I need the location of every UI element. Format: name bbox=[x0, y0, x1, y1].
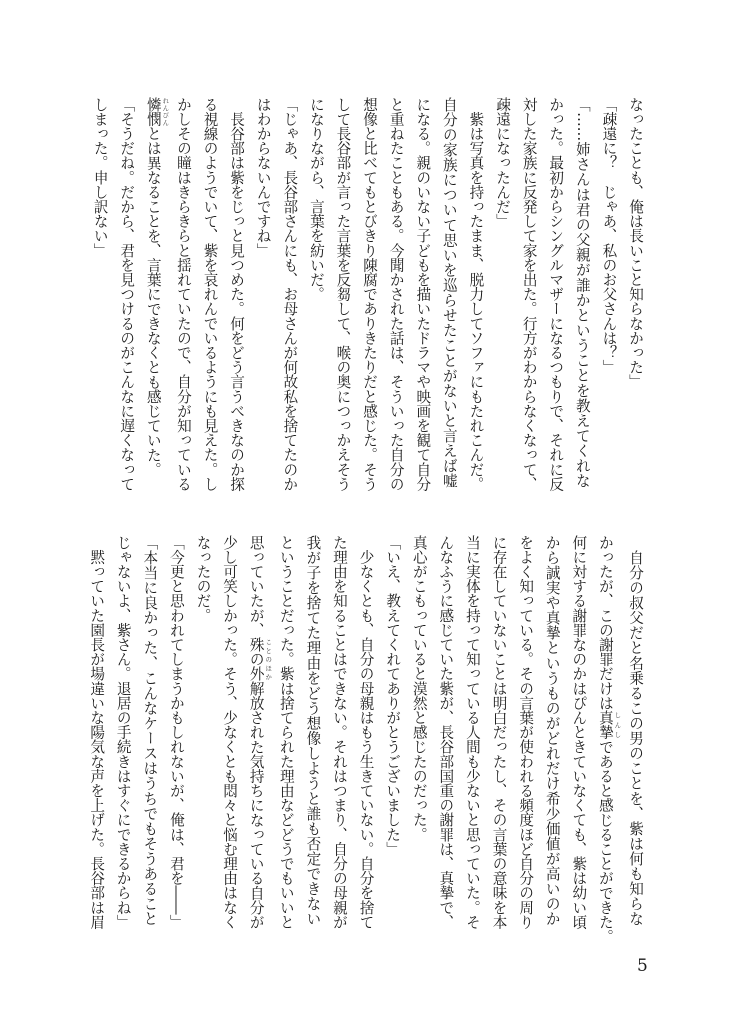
ruby-reading: しんし bbox=[613, 710, 622, 740]
text-line: た理由を知ることはできない。それはつまり、自分の母親が bbox=[330, 535, 348, 930]
text-line: 自分の家族について思いを巡らせたことがないと言えば嘘 bbox=[440, 97, 458, 488]
text-line: 長谷部は紫をじっと見つめた。何をどう言うべきなのか探 bbox=[228, 97, 246, 492]
text-line: 「……姉さんは君の父親が誰かということを教えてくれな bbox=[573, 97, 591, 488]
ruby-annotation: 殊の外 ことのほか bbox=[247, 637, 273, 682]
text-line bbox=[591, 535, 622, 944]
text-segment: 解放された気持ちになっている自分が bbox=[247, 681, 265, 930]
text-line: 真心がこもっていると漠然と感じたのだった。 bbox=[410, 535, 428, 842]
text-line: 当に実体を持って知っている人間も少ないと思っていた。そ bbox=[463, 535, 481, 930]
ruby-reading: れんびん bbox=[161, 97, 170, 127]
text-line: になりながら、言葉を紡いだ。 bbox=[307, 97, 325, 302]
upper-text-block bbox=[86, 97, 648, 492]
text-line: 少し可笑しかった。そう、少なくとも悶々と悩む理由はなく bbox=[221, 535, 239, 930]
text-line: る視線のようでいて、紫を哀れんでいるようにも見えた。し bbox=[201, 97, 219, 492]
page-number: 5 bbox=[637, 956, 648, 976]
text-line: じゃないよ、紫さん。退居の手続きはすぐにできるからね」 bbox=[114, 535, 132, 930]
text-line: をよく知っている。その言葉が使われる頻度ほど自分の周り bbox=[517, 535, 535, 930]
text-line: 「じゃあ、長谷部さんにも、お母さんが何故私を捨てたのか bbox=[281, 97, 299, 492]
ruby-annotation: 憐憫 れんびん bbox=[144, 97, 170, 127]
text-line: 想像と比べてもとびきり陳腐でありきたりだと感じた。そう bbox=[361, 97, 379, 492]
ruby-reading: ことのほか bbox=[264, 637, 273, 682]
text-line: 黙っていた園長が場違いな陽気な声を上げた。長谷部は眉 bbox=[88, 535, 106, 930]
text-line: 「疎遠に？ じゃあ、私のお父さんは？」 bbox=[600, 97, 618, 375]
text-line: ということだった。紫は捨てられた理由などどうでもいいと bbox=[277, 535, 295, 930]
text-line: なったのだ。 bbox=[194, 535, 212, 623]
text-line: かった。最初からシングルマザーになるつもりで、それに反 bbox=[547, 97, 565, 492]
text-segment: 思っていたが、 bbox=[247, 535, 265, 638]
text-line: 「いえ、教えてくれてありがとうございました」 bbox=[384, 535, 402, 857]
text-line: なったことも、俺は長いこと知らなかった」 bbox=[627, 97, 644, 389]
ruby-annotation: 真摯 しんし bbox=[596, 710, 622, 740]
text-line: 「今更と思われてしまうかもしれないが、俺は、君を――」 bbox=[167, 535, 185, 930]
text-line: 対した家族に反発して家を出た。行方がわからなくなって、 bbox=[520, 97, 538, 492]
lower-text-block bbox=[83, 535, 648, 944]
text-line: 我が子を捨てた理由をどう想像しようと誰も否定できない bbox=[304, 535, 322, 926]
text-line: と重ねたこともある。今聞かされた話は、そういった自分の bbox=[387, 97, 405, 492]
text-line: んなふうに感じていた紫が、長谷部国重の謝罪は、真摯で、 bbox=[437, 535, 455, 930]
text-line: しまった。申し訳ない」 bbox=[91, 97, 109, 258]
text-segment: かったが、この謝罪だけは bbox=[596, 535, 614, 711]
text-segment: とは異なることを、言葉にできなくとも感じていた。 bbox=[144, 126, 162, 477]
text-line: かしその瞳はきらきらと揺れていたので、自分が知っている bbox=[174, 97, 192, 492]
text-line: 少なくとも、自分の母親はもう生きていない。自分を捨て bbox=[357, 535, 375, 930]
text-segment: であると感じることができた。 bbox=[596, 739, 614, 944]
text-line bbox=[242, 535, 273, 930]
text-line bbox=[139, 97, 169, 488]
text-line: 「本当に良かった、こんなケースはうちでもそうあること bbox=[141, 535, 159, 926]
text-line: 何に対する謝罪なのかはぴんときていなくても、紫は幼い頃 bbox=[570, 535, 588, 930]
text-line: して長谷部が言った言葉を反芻して、喉の奥につっかえそう bbox=[334, 97, 352, 492]
text-line: 自分の叔父だと名乗るこの男のことを、紫は何も知らな bbox=[627, 535, 644, 926]
text-line: から誠実や真摯というものがどれだけ希少価値が高いのか bbox=[543, 535, 561, 926]
text-line: に存在していないことは明白だったし、その言葉の意味を本 bbox=[490, 535, 508, 930]
text-line: 「そうだね。だから、君を見つけるのがこんなに遅くなって bbox=[118, 97, 136, 492]
text-line: はわからないんですね」 bbox=[254, 97, 272, 258]
text-line: 疎遠になったんだ」 bbox=[494, 97, 512, 229]
text-line: 紫は写真を持ったまま、脱力してソファにもたれこんだ。 bbox=[467, 97, 485, 492]
text-line: になる。親のいない子どもを描いたドラマや映画を観て自分 bbox=[414, 97, 432, 492]
